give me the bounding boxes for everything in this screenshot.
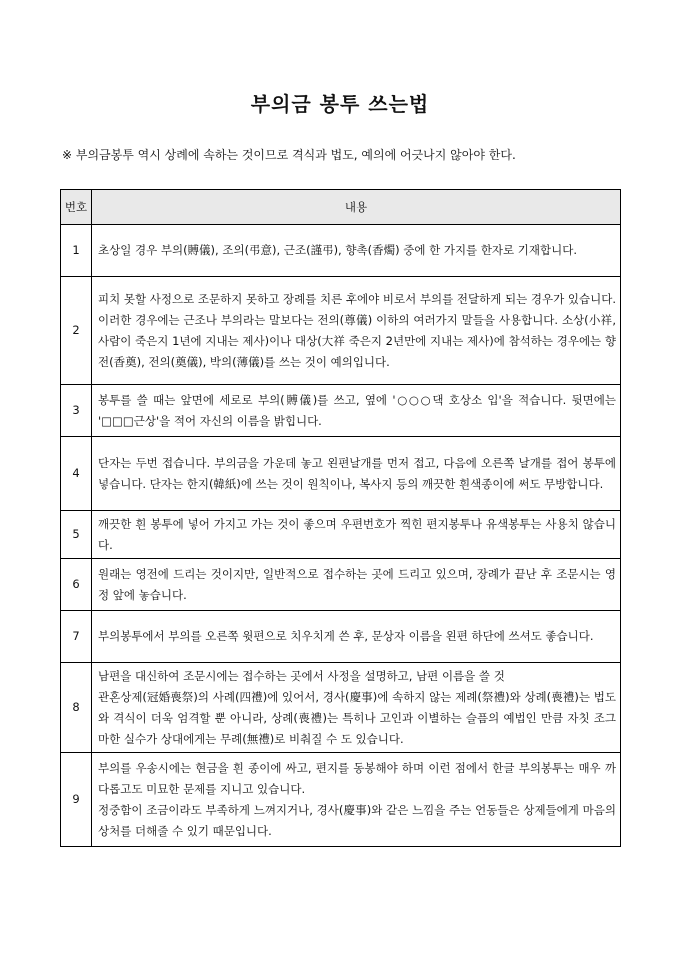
row-content (92, 559, 621, 611)
content-table (60, 189, 621, 847)
row-content (92, 753, 621, 847)
row-content (92, 663, 621, 753)
row-paragraph: 정중함이 조금이라도 부족하게 느껴지거나, 경사(慶事)와 같은 느낌을 주는 언동들은 상제들에게 마음의 상처를 더해줄 수 있기 때문입니다. (98, 802, 616, 838)
row-number: 3 (61, 385, 92, 437)
row-number: 2 (61, 277, 92, 385)
table-row (61, 277, 621, 385)
row-number: 8 (61, 663, 92, 753)
row-content (92, 611, 621, 663)
row-number: 6 (61, 559, 92, 611)
header-content: 내용 (92, 190, 621, 225)
row-number: 5 (61, 511, 92, 559)
row-content (92, 225, 621, 277)
row-number: 9 (61, 753, 92, 847)
table-row (61, 663, 621, 753)
row-number: 7 (61, 611, 92, 663)
row-content (92, 437, 621, 511)
page-title: 부의금 봉투 쓰는법 (250, 92, 430, 116)
row-paragraph: 부의를 우송시에는 현금을 흰 종이에 싸고, 편지를 동봉해야 하며 이런 점에서 한글 부의봉투는 매우 까다롭고도 미묘한 문제를 지니고 있습니다. (98, 760, 616, 796)
row-number: 1 (61, 225, 92, 277)
row-content (92, 277, 621, 385)
notice-text: ※ 부의금봉투 역시 상례에 속하는 것이므로 격식과 법도, 예의에 어긋나지 않아야 한다. (62, 148, 516, 162)
table-row (61, 511, 621, 559)
table-row (61, 385, 621, 437)
row-content (92, 385, 621, 437)
table-row (61, 437, 621, 511)
row-number: 4 (61, 437, 92, 511)
row-paragraph: 깨끗한 흰 봉투에 넣어 가지고 가는 것이 좋으며 우편번호가 찍힌 편지봉투나 유색봉투는 사용치 않습니다. (98, 516, 616, 552)
row-paragraph: 관혼상제(冠婚喪祭)의 사례(四禮)에 있어서, 경사(慶事)에 속하지 않는 제례(祭禮)와 상례(喪禮)는 법도와 격식이 더욱 엄격할 뿐 아니라, 상례(喪禮)는 특히나 고인과 이별하는 슬픔의 예법인 만큼 자칫 조그마한 실수가 상대에게는 무례(無禮)로 비춰질 수 도 있습니다. (98, 689, 616, 746)
table-header-row (61, 190, 621, 225)
row-paragraph: 피치 못할 사정으로 조문하지 못하고 장례를 치른 후에야 비로서 부의를 전달하게 되는 경우가 있습니다. 이러한 경우에는 근조나 부의라는 말보다는 전의(尊儀) 이하의 여러가지 말들을 사용합니다. 소상(小祥, 사람이 죽은지 1년에 지내는 제사)이나 대상(大祥 죽은지 2년만에 지내는 제사)에 참석하는 경우에는 향전(香奠), 전의(奠儀), 박의(薄儀)를 쓰는 것이 예의입니다. (98, 291, 616, 369)
row-paragraph: 부의봉투에서 부의를 오른쪽 윗편으로 치우치게 쓴 후, 문상자 이름을 왼편 하단에 쓰셔도 좋습니다. (98, 629, 594, 643)
row-paragraph: 원래는 영전에 드리는 것이지만, 일반적으로 접수하는 곳에 드리고 있으며, 장례가 끝난 후 조문시는 영정 앞에 놓습니다. (98, 566, 616, 602)
table-row (61, 753, 621, 847)
row-paragraph: 봉투를 쓸 때는 앞면에 세로로 부의(賻儀)를 쓰고, 옆에 '○○○댁 호상소 입'을 적습니다. 뒷면에는 '□□□근상'을 적어 자신의 이름을 밝힙니다. (98, 392, 616, 428)
row-paragraph: 단자는 두번 접습니다. 부의금을 가운데 놓고 왼편날개를 먼저 접고, 다음에 오른쪽 날개를 접어 봉투에 넣습니다. 단자는 한지(韓紙)에 쓰는 것이 원칙이나, 복사지 등의 깨끗한 흰색종이에 써도 무방합니다. (98, 455, 616, 491)
table-row (61, 225, 621, 277)
table-row (61, 559, 621, 611)
header-number: 번호 (61, 190, 92, 225)
table-row (61, 611, 621, 663)
row-content (92, 511, 621, 559)
row-paragraph: 초상일 경우 부의(賻儀), 조의(弔意), 근조(謹弔), 향촉(香燭) 중에 한 가지를 한자로 기재합니다. (98, 243, 578, 257)
row-paragraph: 남편을 대신하여 조문시에는 접수하는 곳에서 사정을 설명하고, 남편 이름을 쓸 것 (98, 668, 505, 683)
